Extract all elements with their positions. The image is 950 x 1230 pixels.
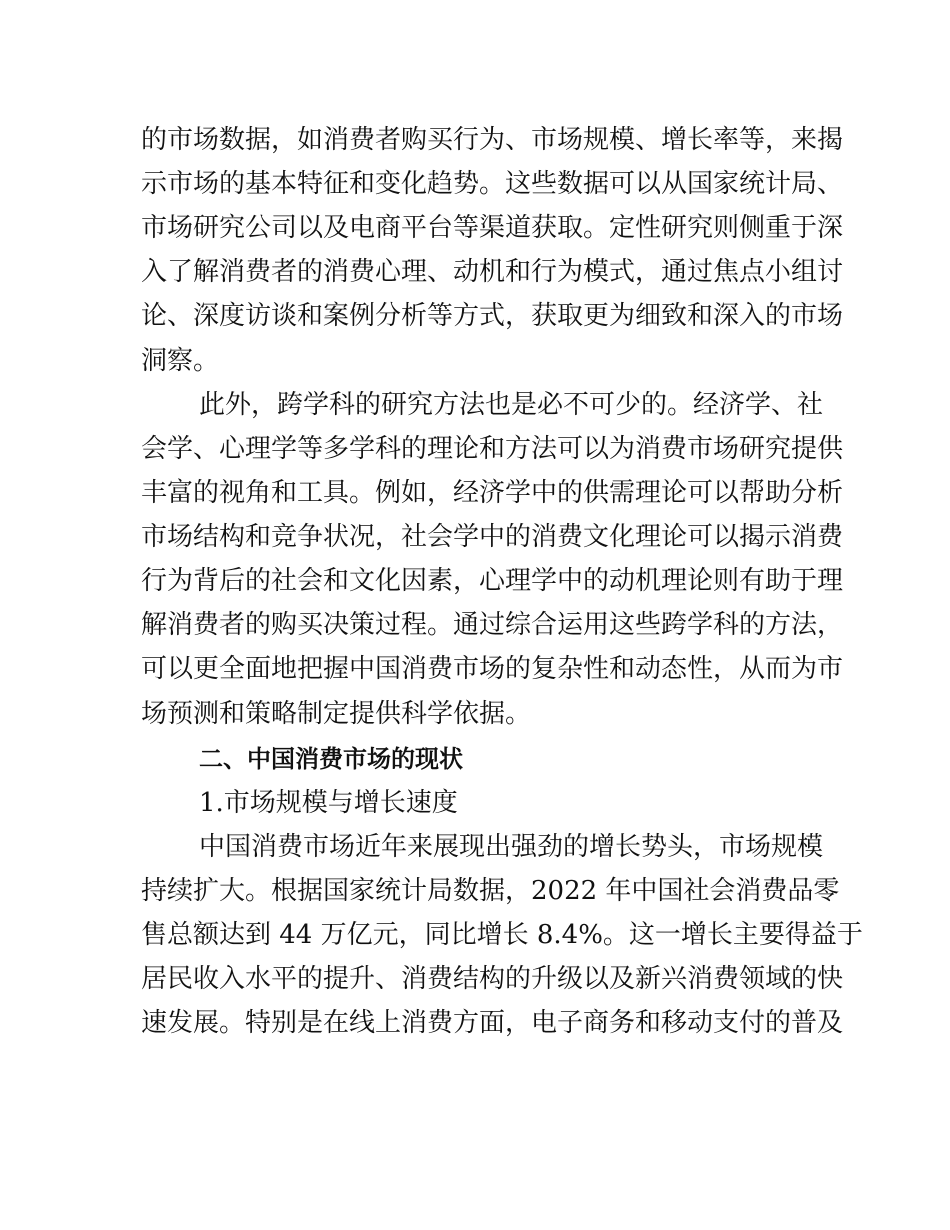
subsection-heading: 1.市场规模与增长速度	[199, 788, 458, 818]
paragraph-line: 场预测和策略制定提供科学依据。	[141, 699, 532, 729]
paragraph-line: 市场结构和竞争状况，社会学中的消费文化理论可以揭示消费	[141, 522, 844, 552]
paragraph-line: 中国消费市场近年来展现出强劲的增长势头，市场规模	[199, 832, 824, 862]
paragraph-line: 可以更全面地把握中国消费市场的复杂性和动态性，从而为市	[141, 654, 844, 684]
paragraph-line: 丰富的视角和工具。例如，经济学中的供需理论可以帮助分析	[141, 478, 844, 508]
paragraph-line: 的市场数据，如消费者购买行为、市场规模、增长率等，来揭	[141, 125, 844, 155]
paragraph-line: 市场研究公司以及电商平台等渠道获取。定性研究则侧重于深	[141, 213, 844, 243]
paragraph-line: 洞察。	[141, 346, 220, 376]
paragraph-line: 入了解消费者的消费心理、动机和行为模式，通过焦点小组讨	[141, 257, 844, 287]
paragraph-line: 解消费者的购买决策过程。通过综合运用这些跨学科的方法，	[141, 610, 844, 640]
paragraph-line: 持续扩大。根据国家统计局数据，2022 年中国社会消费品零	[141, 876, 840, 906]
paragraph-line: 示市场的基本特征和变化趋势。这些数据可以从国家统计局、	[141, 169, 844, 199]
paragraph-line: 会学、心理学等多学科的理论和方法可以为消费市场研究提供	[141, 434, 844, 464]
paragraph-line: 居民收入水平的提升、消费结构的升级以及新兴消费领域的快	[141, 964, 844, 994]
section-heading: 二、中国消费市场的现状	[199, 745, 463, 773]
paragraph-line: 论、深度访谈和案例分析等方式，获取更为细致和深入的市场	[141, 301, 844, 331]
paragraph-line: 速发展。特别是在线上消费方面，电子商务和移动支付的普及	[141, 1008, 844, 1038]
paragraph-line: 行为背后的社会和文化因素，心理学中的动机理论则有助于理	[141, 566, 844, 596]
paragraph-line: 此外，跨学科的研究方法也是必不可少的。经济学、社	[199, 390, 824, 420]
paragraph-line: 售总额达到 44 万亿元，同比增长 8.4%。这一增长主要得益于	[141, 920, 863, 950]
